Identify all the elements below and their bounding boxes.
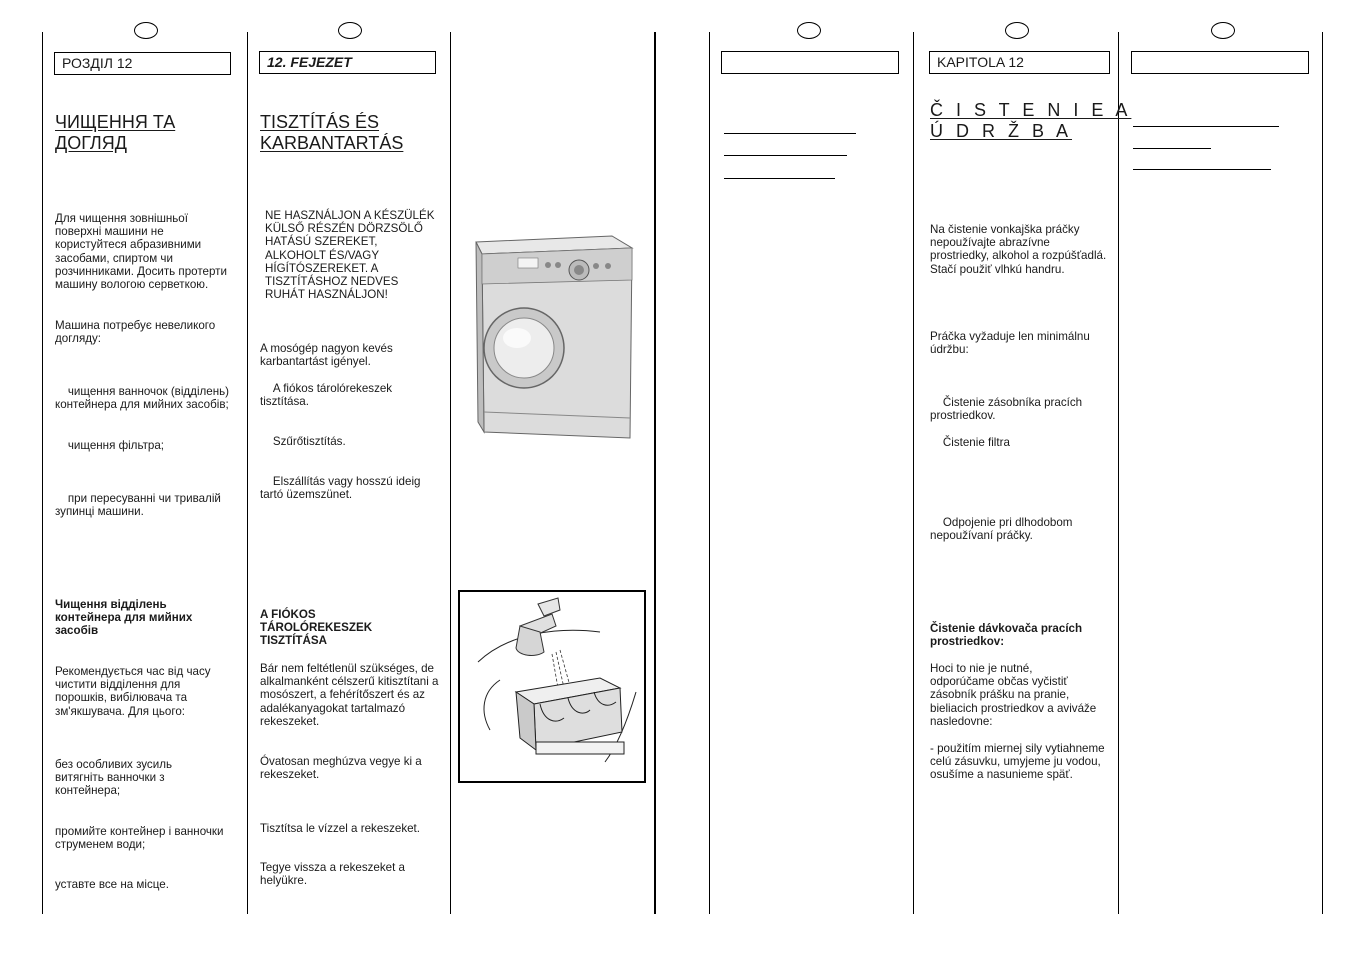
section-heading-sk: Čistenie dávkovača pracích prostriedkov:: [930, 622, 1083, 649]
title-line: ДОГЛЯД: [55, 133, 127, 153]
step-ua: уставте все на місце.: [55, 878, 169, 891]
section-paragraph-ua: Рекомендується час від часу чистити відділення для порошків, вибілювача та зм'якшувача. Для цього:: [55, 665, 211, 718]
section-paragraph-hu: Bár nem feltétlenül szükséges, de alkalmanként célszerű kitisztítani a mosószert, a fehérítőszert és az adalékanyagokat tartalmazó rekeszeket.: [260, 662, 439, 728]
language-badge-oval: [797, 22, 821, 39]
chapter-header-blank: [721, 51, 899, 74]
maintenance-intro-hu: A mosógép nagyon kevés karbantartást igényel.: [260, 342, 393, 369]
intro-paragraph-ua: Для чищення зовнішньої поверхні машини не користуйтеся абразивними засобами, спиртом чи розчинниками. Досить протерти машину вологою серветкою.: [55, 212, 227, 292]
title-line: ЧИЩЕННЯ ТА: [55, 112, 176, 132]
warning-text-hu: NE HASZNÁLJON A KÉSZÜLÉK KÜLSŐ RÉSZÉN DÖRZSÖLŐ HATÁSÚ SZEREKET, ALKOHOLT ÉS/VAGY HÍGÍTÓSZEREKET. A TISZTÍTÁSHOZ NEDVES RUHÁT HASZNÁLJON!: [265, 209, 435, 302]
chapter-title-ua: [55, 112, 175, 154]
title-underline: [724, 133, 856, 134]
list-item-hu: A fiókos tárolórekeszek tisztítása.: [260, 382, 396, 409]
list-item-hu: Elszállítás vagy hosszú ideig tartó üzemszünet.: [260, 475, 424, 502]
washing-machine-illustration: [462, 228, 642, 458]
title-line: Ú D R Ž B A: [930, 121, 1073, 141]
title-line: KARBANTARTÁS: [260, 133, 404, 153]
title-underline: [1133, 169, 1271, 170]
maintenance-intro-sk: Práčka vyžaduje len minimálnu údržbu:: [930, 330, 1090, 357]
column-divider: [1322, 32, 1323, 914]
title-underline: [1133, 126, 1279, 127]
list-item-ua: чищення фільтра;: [55, 439, 165, 452]
column-divider: [913, 32, 914, 914]
chapter-title-sk: [930, 100, 1131, 142]
title-underline: [724, 155, 847, 156]
list-item-sk: Odpojenie pri dlhodobom nepoužívaní práčky.: [930, 516, 1076, 543]
intro-paragraph-sk: Na čistenie vonkajška práčky nepoužívajte abrazívne prostriedky, alkohol a rozpúšťadlá. Stačí použiť vlhkú handru.: [930, 223, 1107, 276]
list-item-sk: Čistenie filtra: [930, 436, 1010, 449]
language-badge-oval: [338, 22, 362, 39]
list-item-hu: Szűrőtisztítás.: [260, 435, 346, 448]
section-heading-hu: A FIÓKOS TÁROLÓREKESZEK TISZTÍTÁSA: [260, 608, 373, 648]
column-divider: [709, 32, 710, 914]
column-divider: [450, 32, 451, 914]
column-divider: [1118, 32, 1119, 914]
list-item-sk: Čistenie zásobníka pracích prostriedkov.: [930, 396, 1086, 423]
chapter-title-hu: [260, 112, 403, 154]
title-underline: [724, 178, 835, 179]
step-sk: - použitím miernej sily vytiahneme celú zásuvku, umyjeme ju vodou, osušíme a nasunieme späť.: [930, 742, 1105, 782]
language-badge-oval: [134, 22, 158, 39]
chapter-header-hu: 12. FEJEZET: [259, 51, 436, 74]
step-hu: Tisztítsa le vízzel a rekeszeket.: [260, 822, 421, 835]
section-heading-ua: Чищення відділень контейнера для мийних засобів: [55, 598, 193, 638]
chapter-header-sk: KAPITOLA 12: [929, 51, 1110, 74]
chapter-header-ua: РОЗДІЛ 12: [54, 52, 231, 75]
language-badge-oval: [1211, 22, 1235, 39]
list-item-ua: при пересуванні чи тривалій зупинці машини.: [55, 492, 225, 519]
column-divider: [42, 32, 43, 914]
chapter-header-blank: [1131, 51, 1309, 74]
section-paragraph-sk: Hoci to nie je nutné, odporúčame občas vyčistiť zásobník prášku na pranie, bieliacich prostriedkov a aviváže nasledovne:: [930, 662, 1097, 728]
drawer-cleaning-illustration: [458, 590, 646, 783]
maintenance-intro-ua: Машина потребує невеликого догляду:: [55, 319, 216, 346]
title-line: Č I S T E N I E A: [930, 100, 1132, 120]
step-hu: Óvatosan meghúzva vegye ki a rekeszeket.: [260, 755, 422, 782]
list-item-ua: чищення ванночок (відділень) контейнера для мийних засобів;: [55, 385, 233, 412]
step-ua: промийте контейнер і ванночки струменем води;: [55, 825, 224, 852]
title-underline: [1133, 148, 1211, 149]
title-line: TISZTÍTÁS ÉS: [260, 112, 380, 132]
step-hu: Tegye vissza a rekeszeket a helyükre.: [260, 861, 405, 888]
step-ua: без особливих зусиль витягніть ванночки з контейнера;: [55, 758, 173, 798]
language-badge-oval: [1005, 22, 1029, 39]
page-edge-divider: [654, 32, 656, 914]
tap-and-drawer-drawing: [460, 592, 644, 781]
column-divider: [247, 32, 248, 914]
